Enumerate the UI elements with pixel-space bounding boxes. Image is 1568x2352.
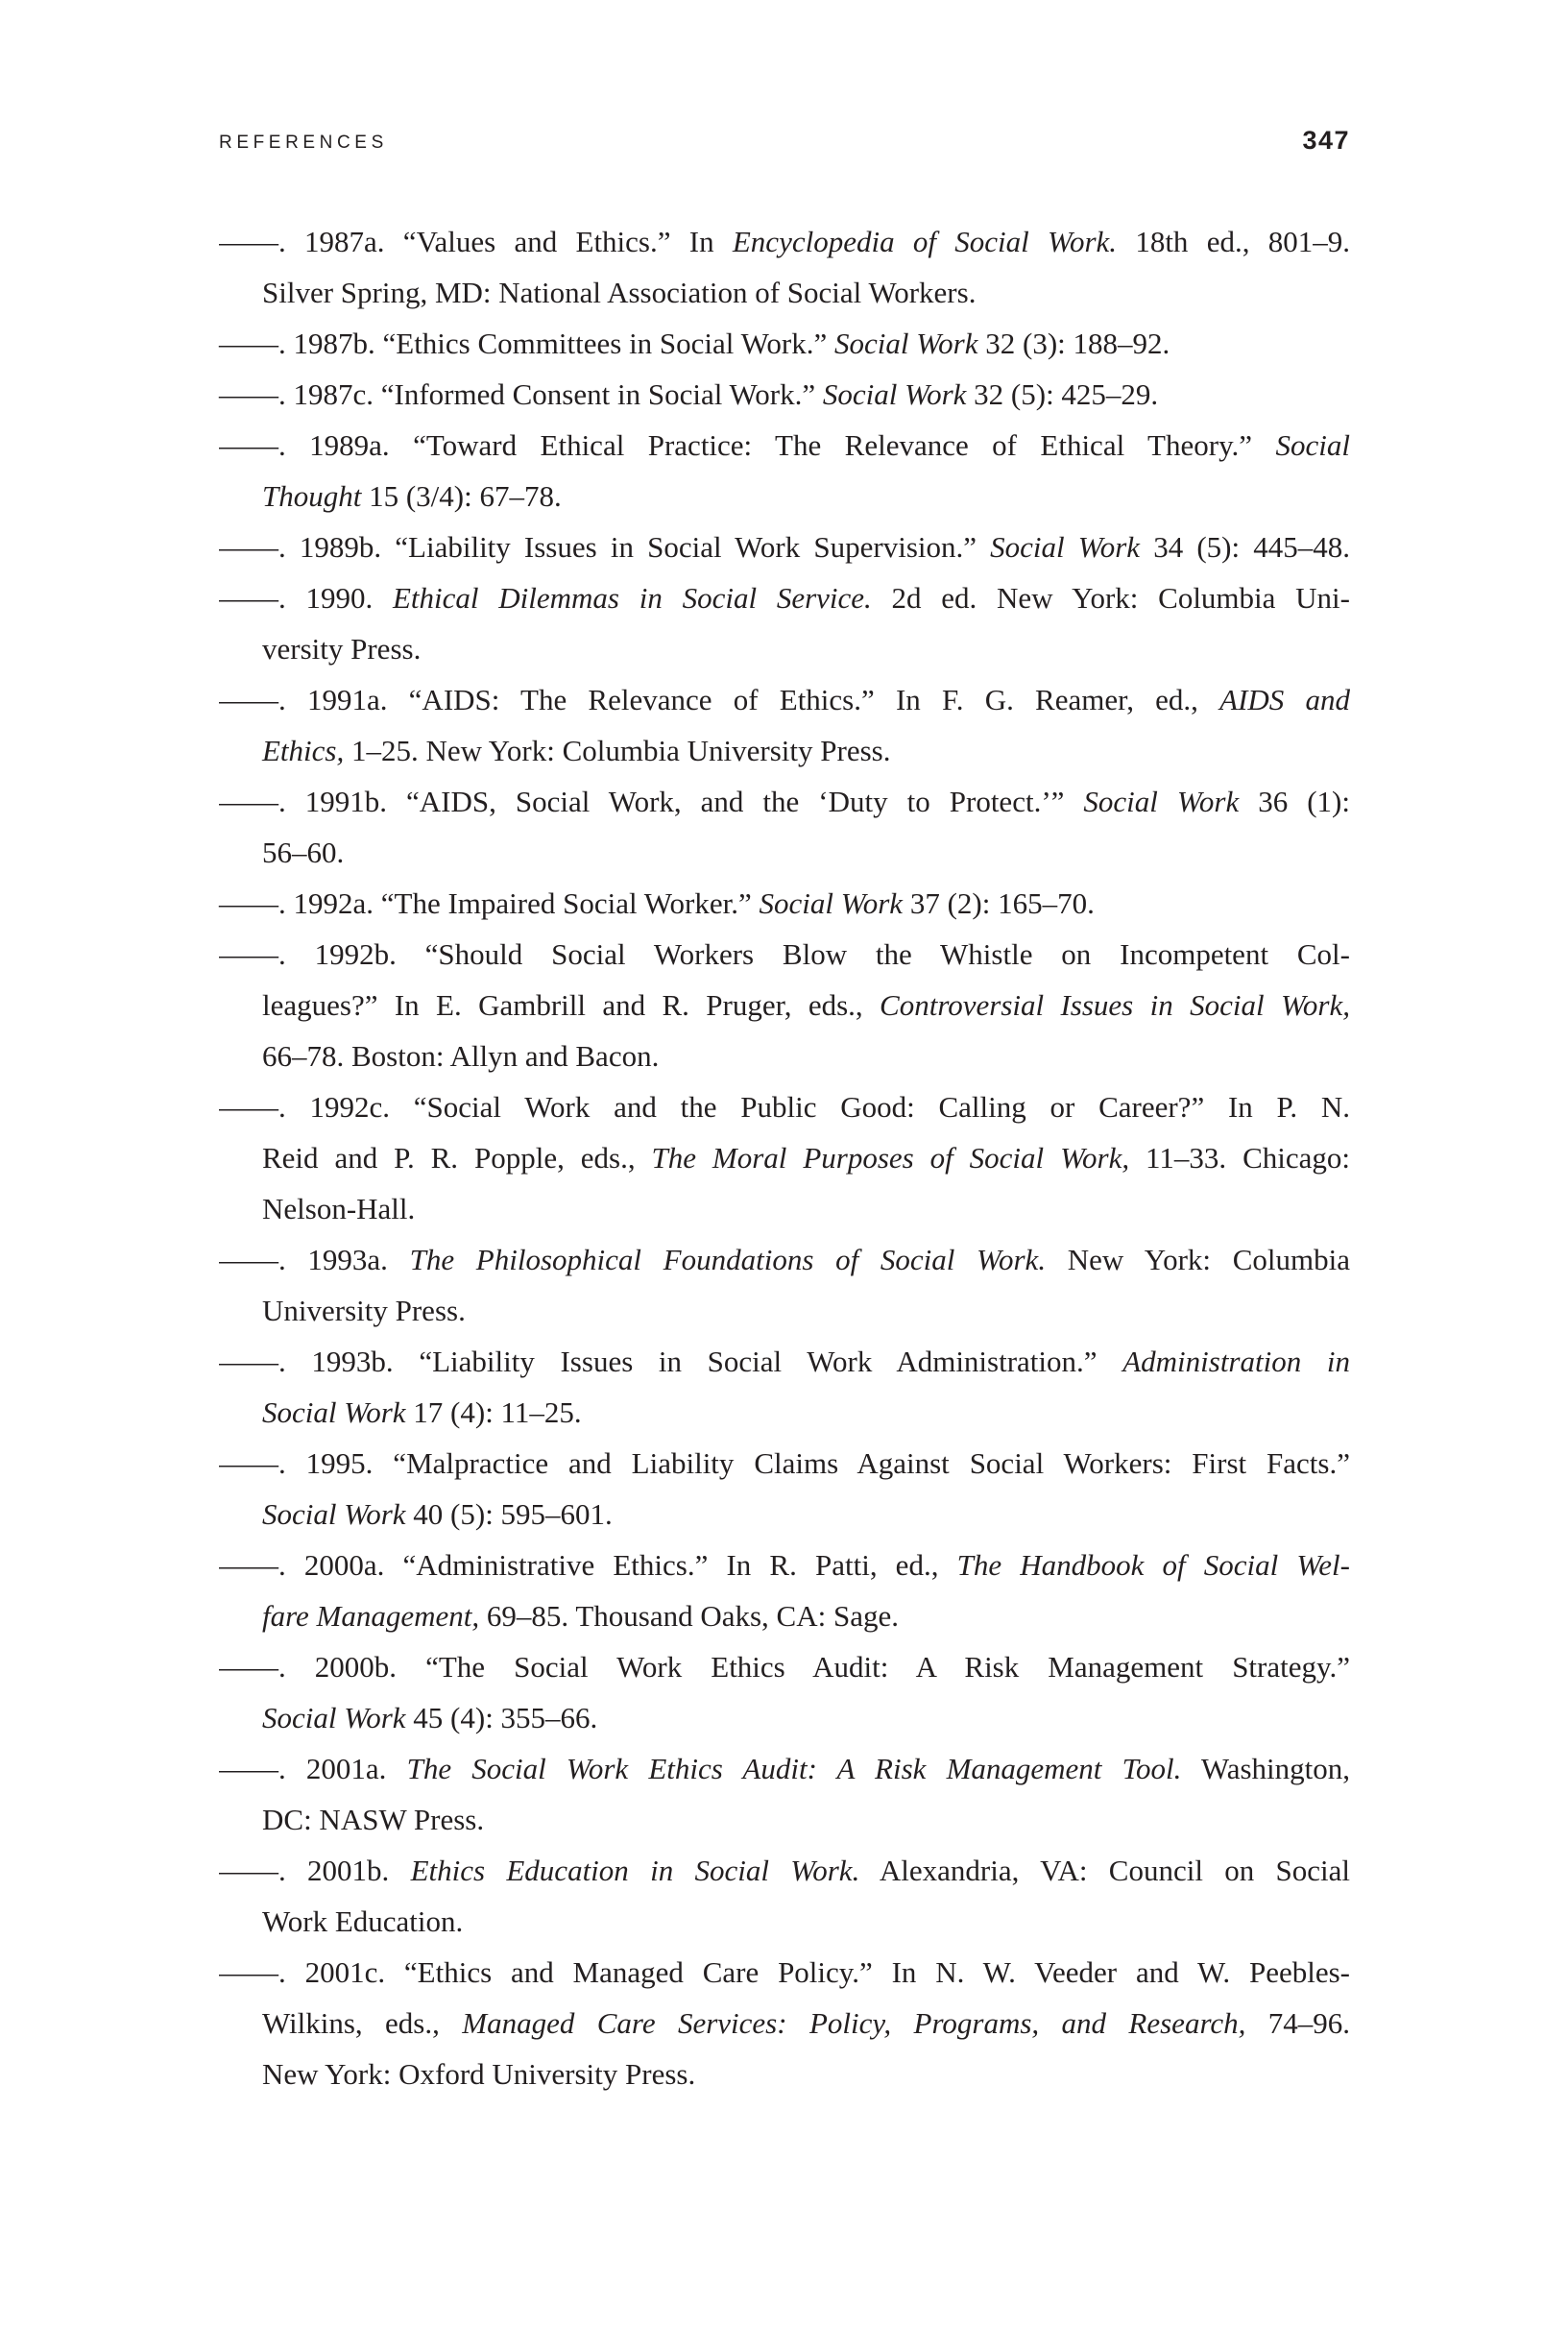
reference-entry	[219, 521, 1350, 572]
reference-text: 56–60.	[262, 836, 345, 869]
reference-line	[219, 929, 1350, 980]
reference-text: 2d ed. New York: Columbia Uni-	[871, 581, 1350, 615]
reference-text: 69–85. Thousand Oaks, CA: Sage.	[479, 1599, 899, 1633]
reference-line	[219, 267, 1350, 318]
reference-title-italic: Social Work	[759, 886, 904, 920]
reference-text: 66–78. Boston: Allyn and Bacon.	[262, 1039, 660, 1073]
reference-text: Wilkins, eds.,	[262, 2006, 463, 2040]
reference-text: 18th ed., 801–9.	[1117, 225, 1350, 258]
reference-entry	[219, 776, 1350, 878]
reference-title-italic: Thought	[262, 479, 362, 513]
reference-text: ——. 2000a. “Administrative Ethics.” In R. Patti, ed.,	[219, 1548, 957, 1582]
reference-text: Reid and P. R. Popple, eds.,	[262, 1141, 652, 1175]
reference-text: New York: Columbia	[1046, 1243, 1350, 1276]
reference-line	[219, 827, 1350, 878]
reference-text: 32 (5): 425–29.	[966, 377, 1159, 411]
reference-title-italic: Controversial Issues in Social Work,	[880, 988, 1350, 1022]
reference-text: ——. 1992b. “Should Social Workers Blow the Whistle on Incompetent Col-	[219, 937, 1350, 971]
reference-line	[219, 1183, 1350, 1234]
reference-line	[219, 1692, 1350, 1743]
reference-text: 32 (3): 188–92.	[977, 327, 1170, 360]
reference-line	[219, 1234, 1350, 1285]
reference-entry	[219, 420, 1350, 521]
reference-text: ——. 1993b. “Liability Issues in Social Work Administration.”	[219, 1345, 1123, 1378]
running-head: REFERENCES	[219, 133, 388, 153]
reference-line	[219, 1896, 1350, 1947]
reference-line	[219, 216, 1350, 267]
reference-text: Nelson-Hall.	[262, 1192, 416, 1225]
reference-title-italic: Ethics Education in Social Work.	[410, 1854, 860, 1887]
reference-title-italic: The Social Work Ethics Audit: A Risk Management Tool.	[406, 1752, 1182, 1785]
reference-line	[219, 1336, 1350, 1387]
reference-text: ——. 2000b. “The Social Work Ethics Audit: A Risk Management Strategy.”	[219, 1650, 1350, 1684]
reference-line	[219, 572, 1350, 623]
reference-line	[219, 2049, 1350, 2099]
reference-text: 1–25. New York: Columbia University Press.	[344, 734, 891, 767]
reference-title-italic: Social Work	[262, 1497, 406, 1531]
reference-text: ——. 1987c. “Informed Consent in Social Work.”	[219, 377, 823, 411]
reference-line	[219, 1031, 1350, 1081]
reference-line	[219, 674, 1350, 725]
reference-line	[219, 1590, 1350, 1641]
reference-line	[219, 471, 1350, 521]
reference-text: Work Education.	[262, 1904, 464, 1938]
reference-text: ——. 2001c. “Ethics and Managed Care Policy.” In N. W. Veeder and W. Peebles-	[219, 1955, 1350, 1989]
reference-entry	[219, 1743, 1350, 1845]
reference-text: leagues?” In E. Gambrill and R. Pruger, eds.,	[262, 988, 880, 1022]
reference-line	[219, 1947, 1350, 1998]
reference-text: Washington,	[1181, 1752, 1350, 1785]
reference-line	[219, 1285, 1350, 1336]
reference-line	[219, 725, 1350, 776]
reference-entry	[219, 369, 1350, 420]
reference-text: 34 (5): 445–48.	[1140, 530, 1350, 564]
reference-text: University Press.	[262, 1294, 466, 1327]
reference-text: ——. 1991a. “AIDS: The Relevance of Ethics.” In F. G. Reamer, ed.,	[219, 683, 1220, 716]
reference-line	[219, 318, 1350, 369]
reference-text: ——. 1992c. “Social Work and the Public Good: Calling or Career?” In P. N.	[219, 1090, 1350, 1124]
reference-text: versity Press.	[262, 632, 422, 666]
reference-line	[219, 1743, 1350, 1794]
reference-text: ——. 1989a. “Toward Ethical Practice: The Relevance of Ethical Theory.”	[219, 428, 1276, 462]
reference-line	[219, 1132, 1350, 1183]
reference-text: Silver Spring, MD: National Association of Social Workers.	[262, 276, 977, 309]
reference-text: ——. 1991b. “AIDS, Social Work, and the ‘Duty to Protect.’”	[219, 785, 1084, 818]
reference-title-italic: Social Work	[1083, 785, 1240, 818]
reference-title-italic: Administration in	[1122, 1345, 1350, 1378]
reference-text: 11–33. Chicago:	[1129, 1141, 1350, 1175]
reference-text: ——. 1989b. “Liability Issues in Social Work Supervision.”	[219, 530, 991, 564]
reference-text: New York: Oxford University Press.	[262, 2057, 696, 2091]
reference-title-italic: Ethical Dilemmas in Social Service.	[393, 581, 872, 615]
page-number: 347	[1302, 126, 1350, 155]
reference-line	[219, 1489, 1350, 1540]
reference-entry	[219, 1081, 1350, 1234]
reference-text: DC: NASW Press.	[262, 1803, 485, 1836]
reference-title-italic: The Handbook of Social Wel-	[956, 1548, 1350, 1582]
reference-line	[219, 1540, 1350, 1590]
reference-line	[219, 980, 1350, 1031]
reference-text: 17 (4): 11–25.	[405, 1395, 582, 1429]
reference-title-italic: Social Work	[262, 1395, 406, 1429]
reference-text: Alexandria, VA: Council on Social	[859, 1854, 1350, 1887]
reference-text: 15 (3/4): 67–78.	[361, 479, 562, 513]
reference-title-italic: The Moral Purposes of Social Work,	[651, 1141, 1130, 1175]
reference-text: ——. 1993a.	[219, 1243, 410, 1276]
reference-line	[219, 623, 1350, 674]
reference-line	[219, 1998, 1350, 2049]
reference-text: 40 (5): 595–601.	[405, 1497, 613, 1531]
reference-line	[219, 521, 1350, 572]
reference-text: ——. 1995. “Malpractice and Liability Claims Against Social Workers: First Facts.”	[219, 1446, 1350, 1480]
reference-entry	[219, 1234, 1350, 1336]
reference-line	[219, 1081, 1350, 1132]
reference-text: 36 (1):	[1239, 785, 1350, 818]
reference-text: ——. 2001a.	[219, 1752, 407, 1785]
reference-title-italic: Social Work	[822, 377, 967, 411]
reference-line	[219, 1438, 1350, 1489]
reference-entry	[219, 572, 1350, 674]
reference-line	[219, 1641, 1350, 1692]
reference-title-italic: AIDS and	[1219, 683, 1350, 716]
reference-line	[219, 878, 1350, 929]
reference-title-italic: Social Work	[833, 327, 978, 360]
reference-text: ——. 1992a. “The Impaired Social Worker.”	[219, 886, 760, 920]
reference-line	[219, 1845, 1350, 1896]
reference-title-italic: Ethics,	[262, 734, 345, 767]
reference-line	[219, 420, 1350, 471]
reference-title-italic: Social Work	[262, 1701, 406, 1734]
reference-entry	[219, 1947, 1350, 2099]
reference-entry	[219, 929, 1350, 1081]
reference-entry	[219, 216, 1350, 318]
reference-title-italic: fare Management,	[262, 1599, 480, 1633]
reference-entry	[219, 674, 1350, 776]
reference-title-italic: Social	[1275, 428, 1350, 462]
reference-line	[219, 1387, 1350, 1438]
reference-text: 74–96.	[1245, 2006, 1350, 2040]
reference-entry	[219, 1336, 1350, 1438]
reference-entry	[219, 878, 1350, 929]
reference-list	[219, 216, 1350, 2099]
reference-line	[219, 776, 1350, 827]
reference-text: 45 (4): 355–66.	[405, 1701, 598, 1734]
reference-entry	[219, 318, 1350, 369]
reference-title-italic: Social Work	[990, 530, 1141, 564]
reference-line	[219, 369, 1350, 420]
reference-entry	[219, 1540, 1350, 1641]
reference-line	[219, 1794, 1350, 1845]
reference-text: ——. 1987a. “Values and Ethics.” In	[219, 225, 733, 258]
reference-title-italic: Encyclopedia of Social Work.	[732, 225, 1118, 258]
reference-entry	[219, 1641, 1350, 1743]
reference-text: 37 (2): 165–70.	[903, 886, 1095, 920]
reference-entry	[219, 1845, 1350, 1947]
reference-entry	[219, 1438, 1350, 1540]
reference-title-italic: Managed Care Services: Policy, Programs, and Research,	[462, 2006, 1246, 2040]
reference-text: ——. 1987b. “Ethics Committees in Social Work.”	[219, 327, 834, 360]
reference-text: ——. 2001b.	[219, 1854, 411, 1887]
reference-text: ——. 1990.	[219, 581, 393, 615]
reference-title-italic: The Philosophical Foundations of Social Work.	[409, 1243, 1047, 1276]
